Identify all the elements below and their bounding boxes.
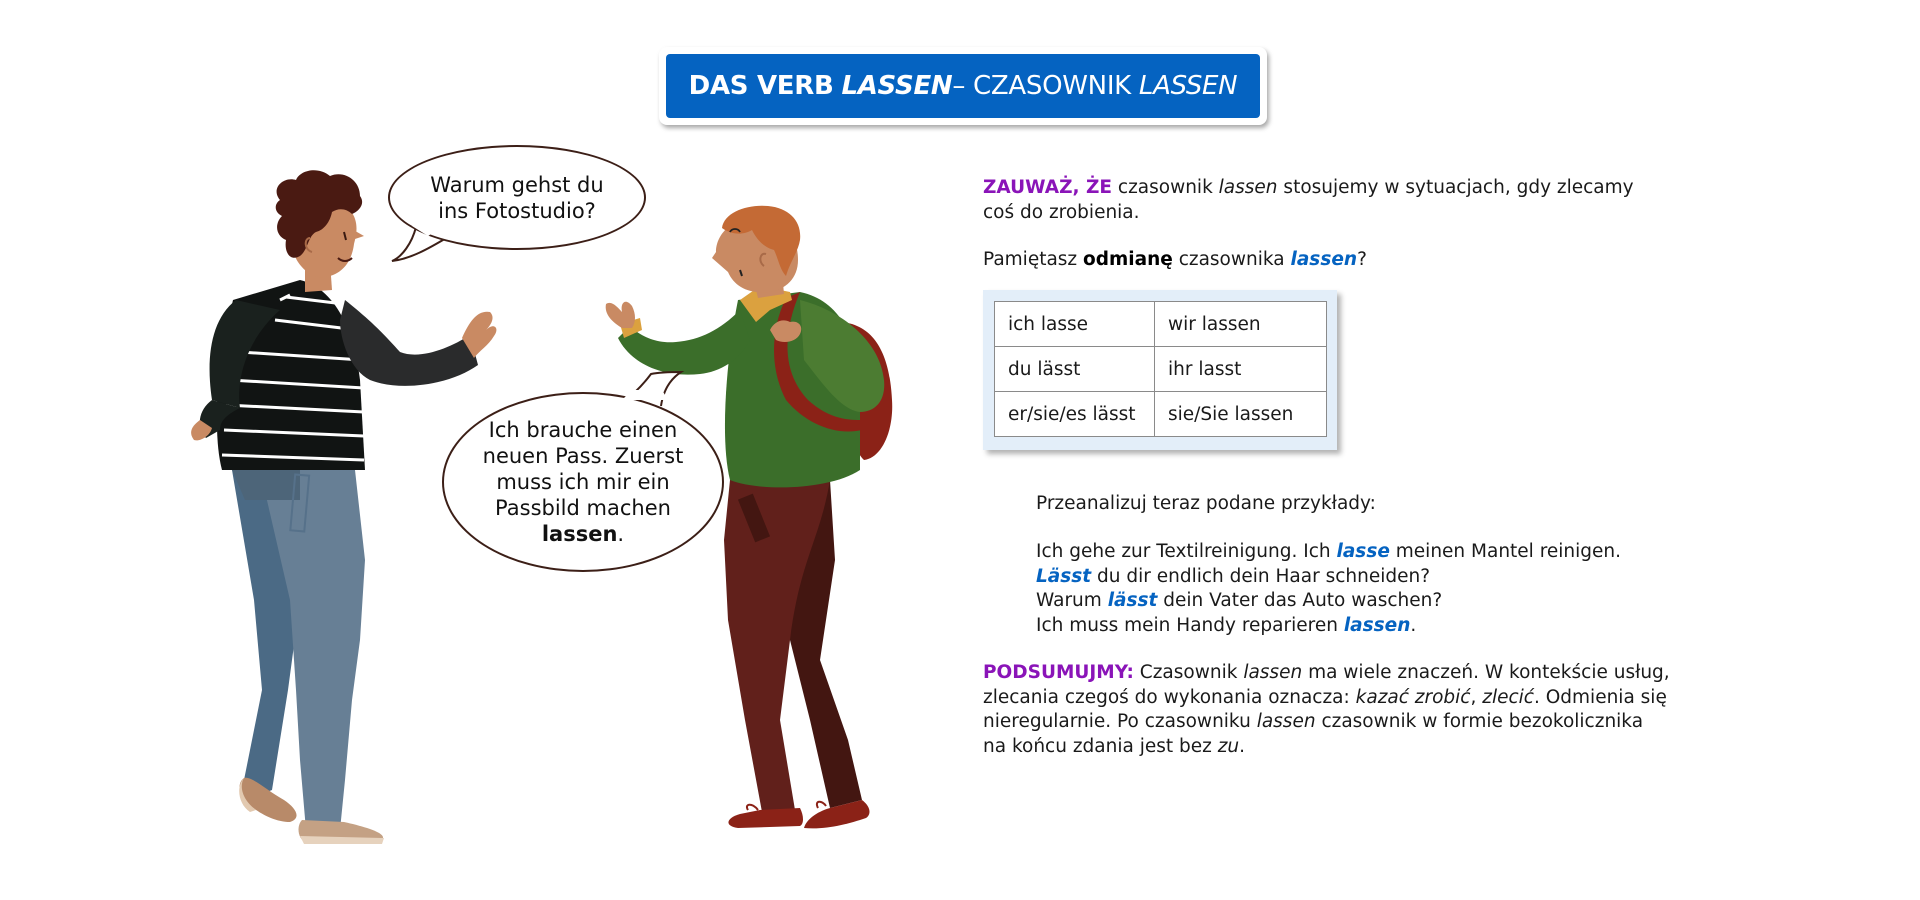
bubble-1-line-1: Warum gehst du	[430, 172, 604, 197]
title-separator: – CZASOWNIK	[952, 71, 1131, 101]
title-part2-italic: LASSEN	[1138, 71, 1238, 101]
examples-intro: Przeanalizuj teraz podane przykłady:	[1036, 493, 1376, 514]
title-part1: DAS VERB	[688, 71, 834, 101]
bubble-2-bold-verb: lassen	[541, 522, 618, 546]
summary-label: PODSUMUJMY:	[983, 662, 1134, 683]
table-row	[995, 302, 1327, 347]
bubble-1-tail-cover	[408, 226, 448, 246]
example-item: Warum lässt dein Vater das Auto waschen?	[1036, 590, 1443, 611]
note-paragraph	[983, 176, 1634, 225]
table-row	[995, 347, 1327, 392]
examples-list	[1036, 540, 1621, 638]
example-item: Ich muss mein Handy reparieren lassen.	[1036, 614, 1417, 636]
example-item: Lässt du dir endlich dein Haar schneiden?	[1036, 565, 1431, 587]
bubble-2-tail-cover	[622, 390, 668, 404]
example-item: Ich gehe zur Textilreinigung. Ich lasse meinen Mantel reinigen.	[1036, 541, 1622, 562]
table-row	[995, 392, 1327, 437]
conjugation-table-frame	[983, 290, 1337, 450]
summary-line-3: nieregularnie. Po czasowniku lassen czasownik w formie bezokolicznika	[983, 711, 1644, 732]
note-line-1: ZAUWAŻ, ŻE czasownik lassen stosujemy w sytuacjach, gdy zlecamy	[983, 177, 1634, 198]
summary-line-4: na końcu zdania jest bez zu.	[983, 735, 1246, 757]
conjugation-table	[994, 301, 1327, 437]
conjugation-question: Pamiętasz odmianę czasownika lassen?	[983, 249, 1367, 270]
title-part1-italic: LASSEN	[841, 71, 953, 101]
table-cell: er/sie/es lässt	[995, 392, 1155, 437]
table-cell: du lässt	[995, 347, 1155, 392]
bubble-2-line-3: muss ich mir ein	[496, 470, 670, 494]
bubble-2-line-5: lassen.	[541, 522, 625, 546]
note-label: ZAUWAŻ, ŻE	[983, 177, 1113, 198]
note-line-2: coś do zrobienia.	[983, 201, 1140, 223]
speech-bubble-2	[442, 392, 724, 572]
question-verb: lassen	[1290, 249, 1358, 270]
table-cell: ich lasse	[995, 302, 1155, 347]
summary-line-2: zlecania czegoś do wykonania oznacza: kazać zrobić, zlecić. Odmienia się	[983, 686, 1667, 708]
table-cell: sie/Sie lassen	[1155, 392, 1327, 437]
table-cell: ihr lasst	[1155, 347, 1327, 392]
bubble-2-line-1: Ich brauche einen	[488, 418, 678, 442]
table-cell: wir lassen	[1155, 302, 1327, 347]
bubble-2-line-4: Passbild machen	[495, 496, 671, 520]
bubble-2-line-2: neuen Pass. Zuerst	[482, 444, 684, 468]
summary-paragraph	[983, 661, 1670, 759]
bubble-1-line-2: ins Fotostudio?	[438, 198, 596, 223]
summary-line-1: PODSUMUJMY: Czasownik lassen ma wiele znaczeń. W kontekście usług,	[983, 662, 1670, 683]
question-bold: odmianę	[1083, 249, 1173, 270]
